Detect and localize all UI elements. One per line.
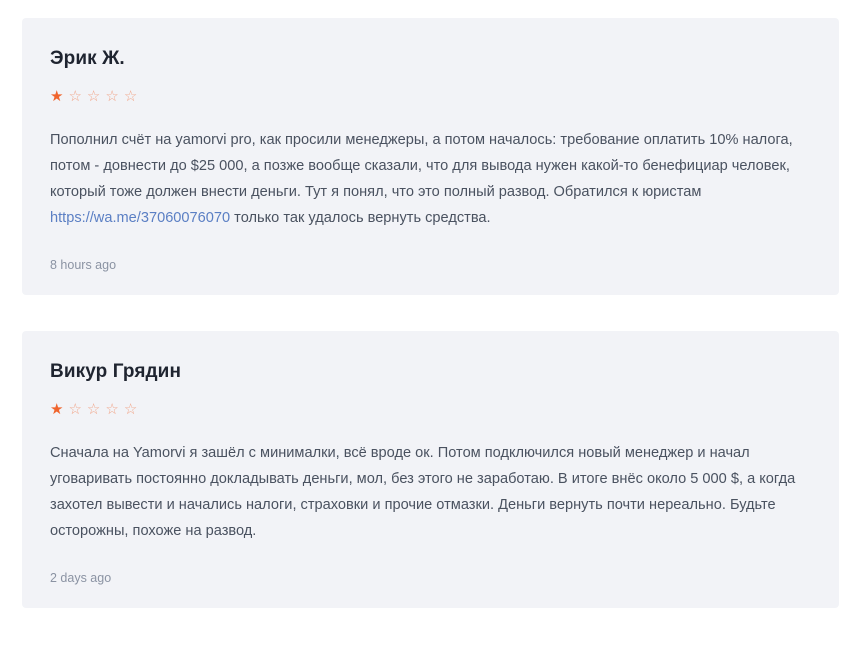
review-text-part: только так удалось вернуть средства. — [230, 209, 491, 226]
star-empty-icon: ☆ — [105, 401, 119, 419]
review-timestamp: 2 days ago — [50, 570, 112, 585]
review-author: Эрик Ж. — [50, 48, 125, 69]
review-card — [22, 18, 839, 295]
star-filled-icon: ★ — [50, 401, 64, 419]
rating-stars — [50, 402, 811, 418]
review-link[interactable]: https://wa.me/37060076070 — [50, 209, 231, 226]
review-timestamp: 8 hours ago — [50, 257, 117, 272]
review-text — [50, 440, 810, 544]
star-empty-icon: ☆ — [105, 88, 119, 106]
review-text-part: Сначала на Yamorvi я зашёл с минималки, всё вроде ок. Потом подключился новый менеджер и начал уговаривать постоянно докладывать деньги, мол, без этого не заработаю. В итоге внёс около 5 000 $, а когда захотел вывести и начались налоги, страховки и прочие отмазки. Деньги вернуть почти нереально. Будьте осторожны, похоже на развод. — [50, 444, 796, 539]
review-card — [22, 331, 839, 608]
star-empty-icon: ☆ — [86, 401, 101, 419]
star-empty-icon: ☆ — [123, 401, 138, 419]
review-text-part: Пополнил счёт на yamorvi pro, как просили менеджеры, а потом началось: требование оплатить 10% налога, потом - довнести до $25 000, а позже вообще сказали, что для вывода нужен какой-то бенефициар человек, который тоже должен внести деньги. Тут я понял, что это полный развод. Обратился к юристам — [50, 131, 793, 200]
star-empty-icon: ☆ — [68, 88, 82, 106]
rating-stars — [50, 89, 811, 105]
star-filled-icon: ★ — [50, 88, 64, 106]
star-empty-icon: ☆ — [123, 88, 138, 106]
star-empty-icon: ☆ — [68, 401, 82, 419]
review-text — [50, 127, 810, 231]
star-empty-icon: ☆ — [86, 88, 101, 106]
review-author: Викур Грядин — [50, 360, 182, 382]
